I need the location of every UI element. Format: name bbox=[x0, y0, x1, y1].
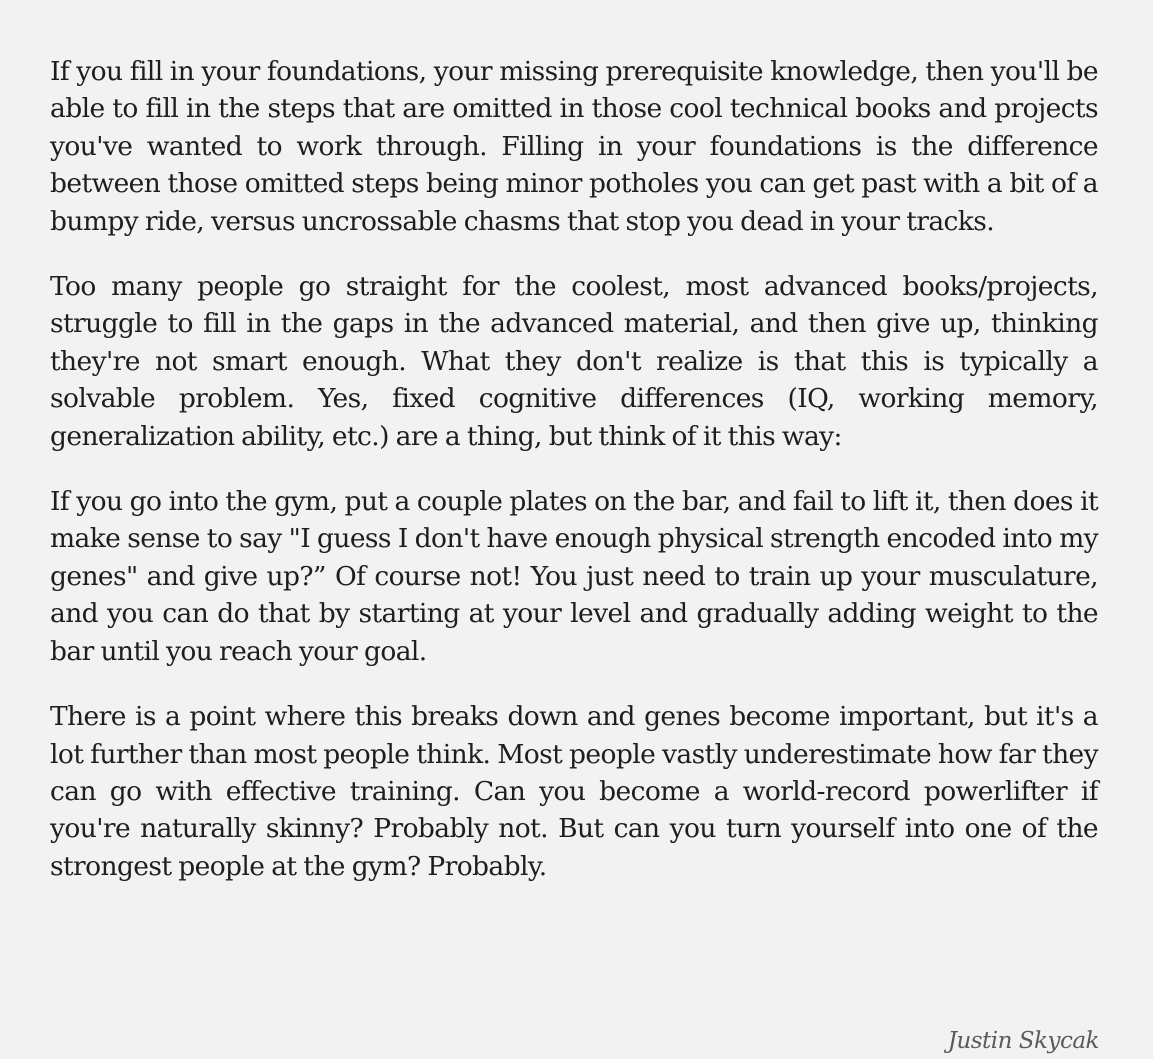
paragraph-3: If you go into the gym, put a couple plates on the bar, and fail to lift it, then does it make sense to say "I guess I don't have enough physical strength encoded into my genes" and give up?” Of course not! You just need to train up your musculature, and you can do that by starting at your level and gradually adding weight to the bar until you reach your goal. bbox=[50, 486, 1098, 667]
paragraph-1: If you fill in your foundations, your missing prerequisite knowledge, then you'll be able to fill in the steps that are omitted in those cool technical books and projects you've wanted to work through. Filling in your foundations is the difference between those omitted steps being minor potholes you can get past with a bit of a bumpy ride, versus uncrossable chasms that stop you dead in your tracks. bbox=[50, 56, 1098, 237]
article-body bbox=[50, 53, 1098, 913]
paragraph-4: There is a point where this breaks down and genes become important, but it's a lot further than most people think. Most people vastly underestimate how far they can go with effective training. Can you become a world-record powerlifter if you're naturally skinny? Probably not. But can you turn yourself into one of the strongest people at the gym? Probably. bbox=[50, 701, 1098, 882]
author-signature: Justin Skycak bbox=[947, 1028, 1099, 1054]
paragraph-2: Too many people go straight for the coolest, most advanced books/projects, struggle to fill in the gaps in the advanced material, and then give up, thinking they're not smart enough. What they don't realize is that this is typically a solvable problem. Yes, fixed cognitive differences (IQ, working memory, generalization ability, etc.) are a thing, but think of it this way: bbox=[50, 271, 1098, 452]
